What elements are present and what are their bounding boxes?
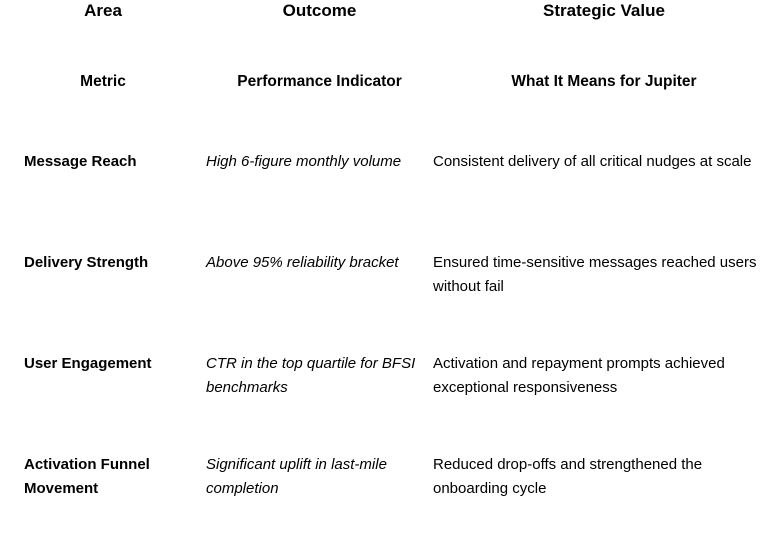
- row-metric: Activation Funnel Movement: [24, 456, 150, 497]
- table-row: [0, 352, 775, 453]
- column-header-metric: Metric: [80, 73, 126, 90]
- row-value: Reduced drop-offs and strengthened the onboarding cycle: [433, 456, 703, 497]
- row-metric: User Engagement: [24, 355, 152, 372]
- group-header-area: Area: [84, 1, 122, 20]
- column-header-performance-indicator: Performance Indicator: [237, 73, 402, 90]
- group-header-outcome: Outcome: [282, 1, 357, 20]
- row-indicator: High 6-figure monthly volume: [206, 153, 402, 170]
- column-header-meaning: What It Means for Jupiter: [511, 73, 697, 90]
- row-value: Activation and repayment prompts achieved exceptional responsiveness: [433, 355, 725, 396]
- row-metric: Delivery Strength: [24, 254, 149, 271]
- row-value: Consistent delivery of all critical nudges at scale: [433, 153, 752, 170]
- row-indicator: CTR in the top quartile for BFSI benchmarks: [206, 355, 416, 396]
- row-indicator: Significant uplift in last-mile completion: [206, 456, 387, 497]
- row-value: Ensured time-sensitive messages reached users without fail: [433, 254, 757, 295]
- table-row: [0, 453, 775, 554]
- group-header-strategic-value: Strategic Value: [543, 1, 665, 20]
- table-group-header-row: [0, 0, 775, 72]
- row-indicator: Above 95% reliability bracket: [206, 254, 399, 271]
- row-metric: Message Reach: [24, 153, 137, 170]
- table-column-header-row: [0, 72, 775, 150]
- table-row: [0, 251, 775, 352]
- table-row: [0, 150, 775, 251]
